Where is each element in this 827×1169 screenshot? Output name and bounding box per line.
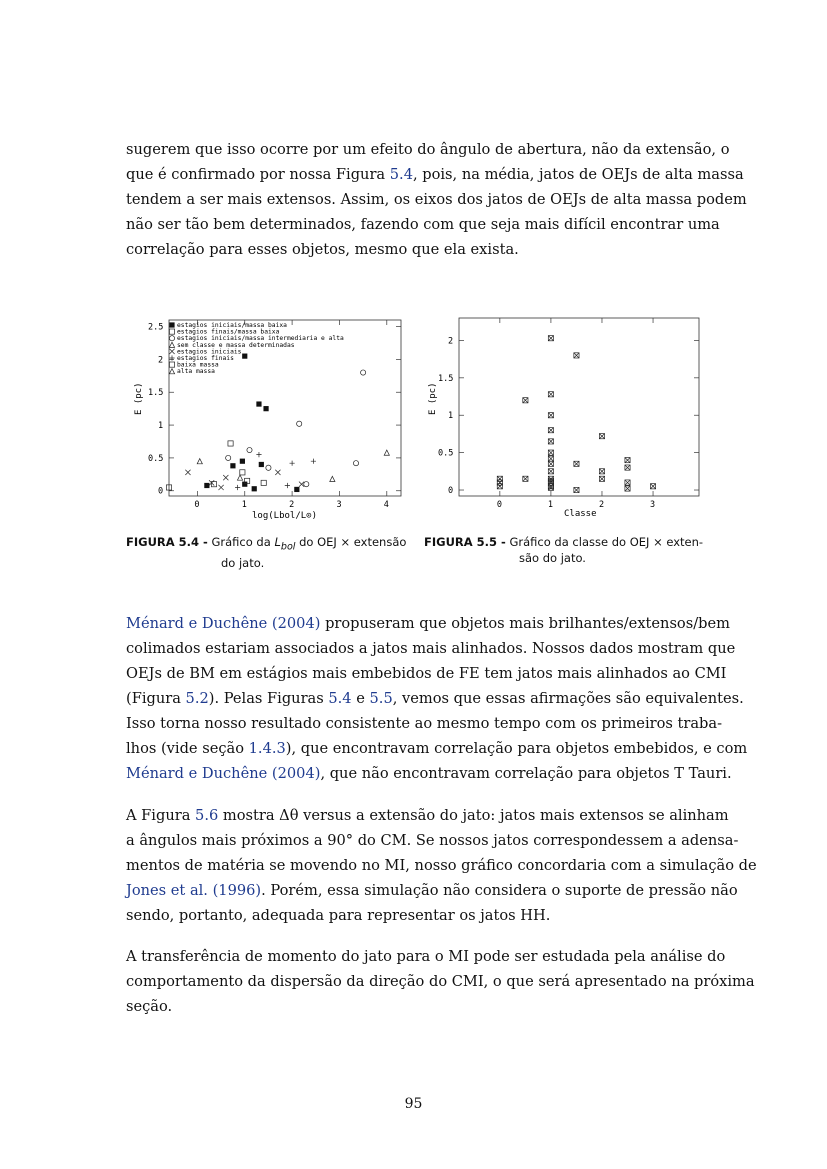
x-tick-label: 3 [336, 500, 342, 510]
data-point [297, 421, 302, 426]
data-point [574, 487, 579, 492]
data-point [169, 362, 174, 367]
data-point [256, 401, 261, 406]
data-point [625, 480, 630, 485]
paragraph-3 [126, 803, 757, 928]
text-line: lhos (vide seção 1.4.3), que encontravam correlação para objetos embebidos, e com [126, 740, 748, 757]
data-point [285, 483, 290, 488]
text-line: A Figura 5.6 mostra Δθ versus a extensão do jato: jatos mais extensos se alinham [126, 807, 729, 824]
x-tick-label: 1 [547, 500, 554, 510]
legend-entry: alta massa [177, 368, 215, 376]
data-point [625, 465, 630, 470]
caption-label: FIGURA 5.5 - [424, 535, 506, 549]
y-axis-label: E (pc) [134, 382, 144, 415]
data-point [169, 336, 174, 341]
data-point [650, 484, 655, 489]
data-point [252, 486, 257, 491]
data-point [548, 413, 553, 418]
y-axis-label: E (pc) [428, 382, 438, 415]
legend-entry: estagios iniciais/massa baixa [177, 322, 287, 329]
data-point [261, 480, 266, 485]
data-point [169, 349, 174, 354]
data-point [625, 458, 630, 463]
y-tick-label: 1.5 [148, 388, 164, 399]
data-point [625, 486, 630, 491]
figure-5-4-caption [126, 534, 422, 571]
data-point [574, 353, 579, 358]
caption-label: FIGURA 5.4 - [126, 535, 208, 549]
caption-text: são do jato. [519, 551, 586, 565]
paragraph-2 [126, 611, 748, 786]
text-line: a ângulos mais próximos a 90° do CM. Se nossos jatos correspondessem a adensa- [126, 832, 739, 849]
data-point [169, 329, 174, 334]
x-tick-label: 2 [598, 500, 605, 510]
data-point [523, 476, 528, 481]
data-point [230, 463, 235, 468]
data-point [169, 342, 174, 347]
y-tick-label: 0.5 [148, 453, 164, 464]
y-tick-label: 0 [448, 486, 454, 497]
data-point [169, 322, 174, 327]
text-line: Jones et al. (1996). Porém, essa simulação não considera o suporte de pressão não [126, 882, 738, 899]
text-line: correlação para esses objetos, mesmo que ela exista. [126, 241, 519, 258]
text-line: Isso torna nosso resultado consistente ao mesmo tempo com os primeiros traba- [126, 715, 723, 732]
figure-5-5-chart [426, 312, 704, 524]
y-tick-label: 2.5 [148, 322, 164, 333]
data-point [523, 398, 528, 403]
caption-text: Gráfico da [211, 535, 275, 549]
caption-subscript: bol [280, 541, 296, 553]
data-point [599, 469, 604, 474]
data-point [185, 470, 190, 475]
text-line: Ménard e Duchêne (2004), que não encontravam correlação para objetos T Tauri. [126, 765, 732, 782]
caption-text: do jato. [221, 556, 265, 571]
data-point [240, 459, 245, 464]
text-line: que é confirmado por nossa Figura 5.4, pois, na média, jatos de OEJs de alta massa [126, 166, 744, 183]
text-line: tendem a ser mais extensos. Assim, os eixos dos jatos de OEJs de alta massa podem [126, 191, 747, 208]
y-tick-label: 2 [158, 355, 164, 366]
data-point [548, 336, 553, 341]
data-point [237, 475, 242, 480]
y-tick-label: 1.5 [438, 373, 454, 384]
data-point [197, 459, 202, 464]
data-point [548, 450, 553, 455]
text-line: A transferência de momento do jato para o MI pode ser estudada pela análise do [126, 948, 726, 965]
data-point [384, 450, 389, 455]
text-line: OEJs de BM em estágios mais embebidos de FE tem jatos mais alinhados ao CMI [126, 665, 727, 682]
data-point [497, 476, 502, 481]
data-point [266, 465, 271, 470]
legend-entry: estagios iniciais [177, 348, 242, 356]
x-tick-label: 0 [496, 500, 502, 510]
data-point [548, 469, 553, 474]
y-tick-label: 1 [448, 411, 454, 422]
data-point [353, 461, 358, 466]
data-point [218, 485, 223, 490]
x-axis-label: Classe [564, 509, 597, 519]
data-point [599, 476, 604, 481]
data-point [247, 447, 252, 452]
x-axis-label: log(Lbol/L⊙) [252, 511, 318, 521]
legend-entry: estagios finais [177, 355, 234, 362]
text-line: colimados estariam associados a jatos mais alinhados. Nossos dados mostram que [126, 640, 736, 657]
text-line: seção. [126, 998, 173, 1015]
caption-symbol: L [274, 535, 281, 549]
plot-frame [459, 318, 699, 496]
data-point [548, 428, 553, 433]
data-point [275, 470, 280, 475]
y-tick-label: 2 [448, 336, 454, 347]
paragraph-4 [126, 944, 755, 1019]
y-tick-label: 0.5 [438, 448, 454, 459]
data-point [599, 434, 604, 439]
data-point [548, 456, 553, 461]
x-tick-label: 1 [241, 500, 247, 510]
data-point [548, 461, 553, 466]
data-point [294, 487, 299, 492]
text-line: mentos de matéria se movendo no MI, nosso gráfico concordaria com a simulação de [126, 857, 757, 874]
x-tick-label: 0 [194, 500, 200, 510]
text-line: sugerem que isso ocorre por um efeito do ângulo de abertura, não da extensão, o [126, 141, 730, 158]
page-number: 95 [404, 1096, 423, 1112]
x-tick-label: 2 [289, 500, 295, 510]
data-point [240, 470, 245, 475]
data-point [548, 439, 553, 444]
y-tick-label: 0 [158, 486, 164, 497]
text-line: comportamento da dispersão da direção do CMI, o que será apresentado na próxima [126, 973, 755, 990]
data-point [304, 482, 309, 487]
data-point [290, 461, 295, 466]
legend-entry: baixa massa [177, 361, 219, 369]
text-line: Ménard e Duchêne (2004) propuseram que objetos mais brilhantes/extensos/bem [126, 615, 730, 632]
legend-entry: estagios iniciais/massa intermediaria e alta [177, 335, 344, 343]
legend-entry: sem classe e massa determinadas [177, 341, 295, 349]
data-point [223, 475, 228, 480]
data-point [228, 441, 233, 446]
text-line: (Figura 5.2). Pelas Figuras 5.4 e 5.5, vemos que essas afirmações são equivalentes. [126, 690, 744, 707]
data-point [169, 369, 174, 374]
data-point [361, 370, 366, 375]
data-point [169, 355, 174, 360]
data-point [226, 455, 231, 460]
data-point [242, 354, 247, 359]
figure-5-5-caption [424, 534, 718, 566]
data-point [548, 392, 553, 397]
text-line: não ser tão bem determinados, fazendo com que seja mais difícil encontrar uma [126, 216, 720, 233]
data-point [204, 483, 209, 488]
legend-entry: estagios finais/massa baixa [177, 328, 280, 336]
paragraph-1 [126, 137, 747, 262]
data-point [235, 485, 240, 490]
data-point [259, 462, 264, 467]
x-tick-label: 4 [383, 500, 389, 510]
text-line: sendo, portanto, adequada para representar os jatos HH. [126, 907, 551, 924]
data-point [263, 406, 268, 411]
x-tick-label: 3 [650, 500, 656, 510]
caption-text: Gráfico da classe do OEJ × exten- [509, 535, 704, 549]
data-point [574, 461, 579, 466]
caption-text: do OEJ × extensão [295, 535, 407, 549]
data-point [256, 452, 261, 457]
y-tick-label: 1 [158, 421, 164, 432]
data-point [311, 459, 316, 464]
figure-5-4-chart [132, 312, 404, 524]
data-point [330, 476, 335, 481]
